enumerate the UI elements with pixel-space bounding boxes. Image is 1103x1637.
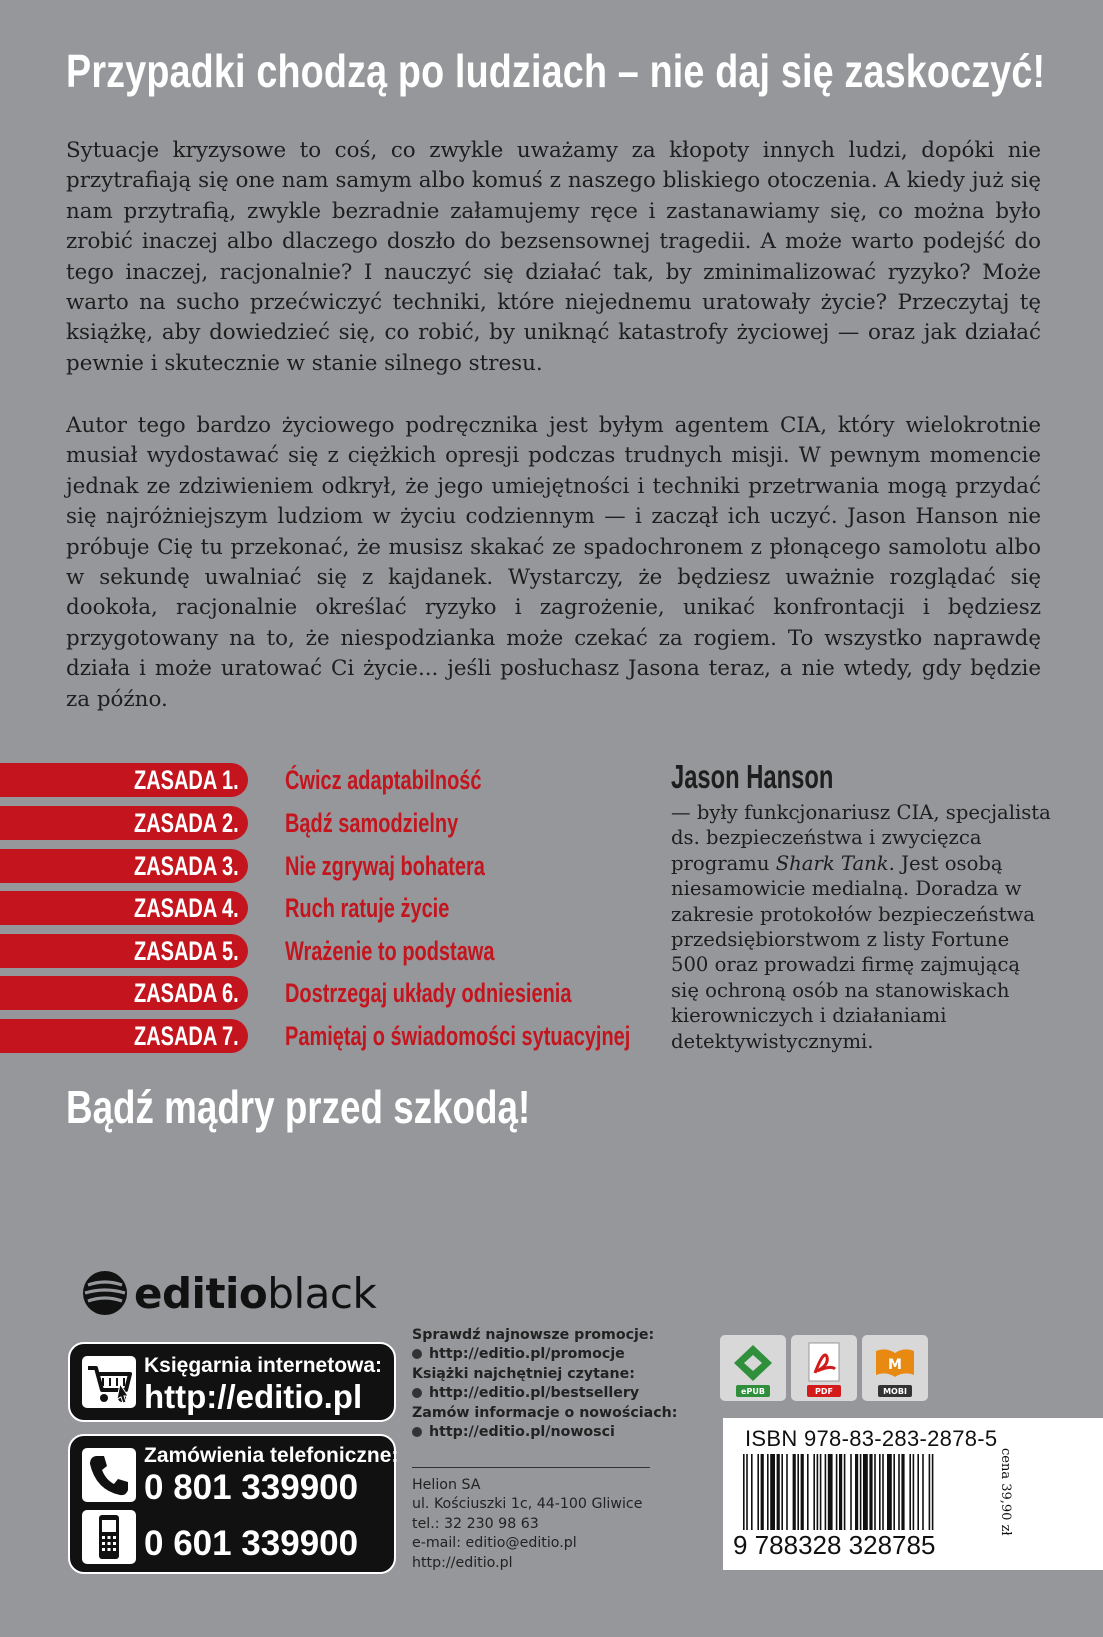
editio-logo-icon — [82, 1270, 128, 1316]
phone-icon — [82, 1448, 136, 1502]
online-links — [412, 1326, 677, 1442]
pdf-format-badge — [791, 1335, 857, 1401]
ean-number: 9 788328 328785 — [733, 1530, 936, 1560]
rule-label: ZASADA 7. — [134, 1021, 239, 1051]
author-bio-end: . Jest osobą niesamowicie medialną. Doradza w zakresie protokołów bezpieczeństwa przedsiębiorstwom z listy Fortune 500 oraz prowadzi firmę zajmującą się ochroną osób na stanowiskach kierowniczych i działaniami detektywistycznymi. — [671, 851, 1035, 1053]
online-shop-box — [68, 1342, 396, 1422]
rule-label: ZASADA 6. — [134, 978, 239, 1008]
epub-format-badge — [720, 1335, 786, 1401]
rule-row — [0, 976, 640, 1010]
company-website[interactable]: http://editio.pl — [412, 1554, 513, 1571]
company-email[interactable]: e-mail: editio@editio.pl — [412, 1535, 577, 1552]
landline-number[interactable]: 0 801 339900 — [144, 1468, 359, 1507]
rule-row — [0, 806, 640, 840]
rule-label: ZASADA 4. — [134, 893, 239, 923]
rule-text: Nie zgrywaj bohatera — [285, 851, 485, 881]
online-shop-url[interactable]: http://editio.pl — [144, 1378, 363, 1415]
divider — [412, 1467, 650, 1468]
rule-text: Ćwicz adaptabilność — [285, 765, 482, 795]
author-bio-show: Shark Tank — [775, 851, 889, 875]
mobile-phone-icon — [82, 1510, 136, 1564]
svg-text:ePUB: ePUB — [741, 1387, 765, 1396]
bullet-icon — [412, 1388, 422, 1398]
publisher-logo — [82, 1268, 376, 1318]
promo-label: Sprawdź najnowsze promocje: — [412, 1327, 655, 1343]
barcode-icon — [743, 1454, 1005, 1534]
rule-row — [0, 1019, 640, 1053]
rule-text: Pamiętaj o świadomości sytuacyjnej — [285, 1021, 631, 1051]
company-phone: tel.: 32 230 98 63 — [412, 1515, 539, 1532]
rule-label: ZASADA 2. — [134, 808, 239, 838]
company-address: ul. Kościuszki 1c, 44-100 Gliwice — [412, 1496, 643, 1513]
promo-link[interactable]: http://editio.pl/promocje — [412, 1345, 677, 1364]
barcode-panel — [723, 1418, 1103, 1570]
headline: Przypadki chodzą po ludziach – nie daj się zaskoczyć! — [66, 45, 1046, 97]
rule-text: Wrażenie to podstawa — [285, 936, 495, 966]
news-label: Zamów informacje o nowościach: — [412, 1404, 678, 1421]
rule-row — [0, 763, 640, 797]
price-label: cena 39,90 zł — [998, 1448, 1013, 1536]
bullet-icon — [412, 1427, 422, 1437]
ebook-formats — [720, 1335, 928, 1401]
svg-text:MOBI: MOBI — [883, 1387, 907, 1396]
epub-icon — [720, 1335, 786, 1401]
bestsellers-label: Książki najchętniej czytane: — [412, 1365, 635, 1382]
pdf-icon — [791, 1335, 857, 1401]
svg-text:PDF: PDF — [815, 1387, 833, 1396]
online-shop-label: Księgarnia internetowa: — [144, 1354, 383, 1377]
rule-row — [0, 891, 640, 925]
rule-row — [0, 849, 640, 883]
mobi-icon — [862, 1335, 928, 1401]
svg-text:M: M — [888, 1357, 902, 1373]
rule-text: Bądź samodzielny — [285, 808, 459, 838]
bullet-icon — [412, 1349, 422, 1359]
publisher-logo-text — [134, 1269, 376, 1318]
logo-black: black — [267, 1268, 377, 1318]
isbn-number: ISBN 978-83-283-2878-5 — [745, 1426, 998, 1451]
mobi-format-badge — [862, 1335, 928, 1401]
slogan: Bądź mądry przed szkodą! — [66, 1081, 531, 1133]
rule-label: ZASADA 5. — [134, 936, 239, 966]
rule-label: ZASADA 1. — [134, 765, 239, 795]
description-paragraph-1: Sytuacje kryzysowe to coś, co zwykle uważamy za kłopoty innych ludzi, dopóki nie przytrafiają się one nam samym albo komuś z naszego bliskiego otoczenia. A kiedy już się nam przytrafią, zwykle bezradnie załamujemy ręce i zastanawiamy się, co można było zrobić inaczej albo dlaczego doszło do bezsensownej tragedii. A może warto podejść do tego inaczej, racjonalnie? I nauczyć się działać tak, by zminimalizować ryzyko? Może warto na sucho przećwiczyć techniki, które niejednemu uratowały życie? Przeczytaj tę książkę, aby dowiedzieć się, co robić, by uniknąć katastrofy życiowej — oraz jak działać pewnie i skutecznie w stanie silnego stresu. — [66, 138, 1041, 376]
rule-row — [0, 934, 640, 968]
author-bio — [671, 800, 1051, 1054]
contact-info — [412, 1476, 642, 1573]
mobile-number[interactable]: 0 601 339900 — [144, 1524, 359, 1563]
news-link[interactable]: http://editio.pl/nowosci — [412, 1423, 677, 1442]
author-bio-start: — były funkcjonariusz CIA, specjalista ds. bezpieczeństwa i zwycięzca programu — [671, 801, 1051, 875]
shopping-cart-icon — [82, 1356, 136, 1408]
rule-label: ZASADA 3. — [134, 851, 239, 881]
rule-text: Ruch ratuje życie — [285, 893, 450, 923]
description-paragraph-2: Autor tego bardzo życiowego podręcznika jest byłym agentem CIA, który wielokrotnie musiał wydostawać się z ciężkich opresji podczas trudnych misji. W pewnym momencie jednak ze zdziwieniem odkrył, że jego umiejętności i techniki przetrwania mogą przydać się najróżniejszym ludziom w życiu codziennym — i zaczął ich uczyć. Jason Hanson nie próbuje Cię tu przekonać, że musisz skakać ze spadochronem z płonącego samolotu albo w sekundę uwalniać się z kajdanek. Wystarczy, że będziesz uważnie rozglądać się dookoła, racjonalnie określać ryzyko i zagrożenie, unikać konfrontacji i będziesz przygotowany na to, że niespodzianka może czekać za rogiem. To wszystko naprawdę działa i może uratować Ci życie... jeśli posłuchasz Jasona teraz, a nie wtedy, gdy będzie za późno. — [66, 413, 1041, 712]
bestsellers-link[interactable]: http://editio.pl/bestsellery — [412, 1384, 677, 1403]
author-name: Jason Hanson — [671, 758, 834, 795]
rule-text: Dostrzegaj układy odniesienia — [285, 978, 572, 1008]
company-name: Helion SA — [412, 1477, 481, 1493]
logo-editio: editio — [134, 1268, 268, 1318]
phone-orders-label: Zamówienia telefoniczne: — [144, 1444, 399, 1467]
phone-orders-box — [68, 1434, 399, 1574]
